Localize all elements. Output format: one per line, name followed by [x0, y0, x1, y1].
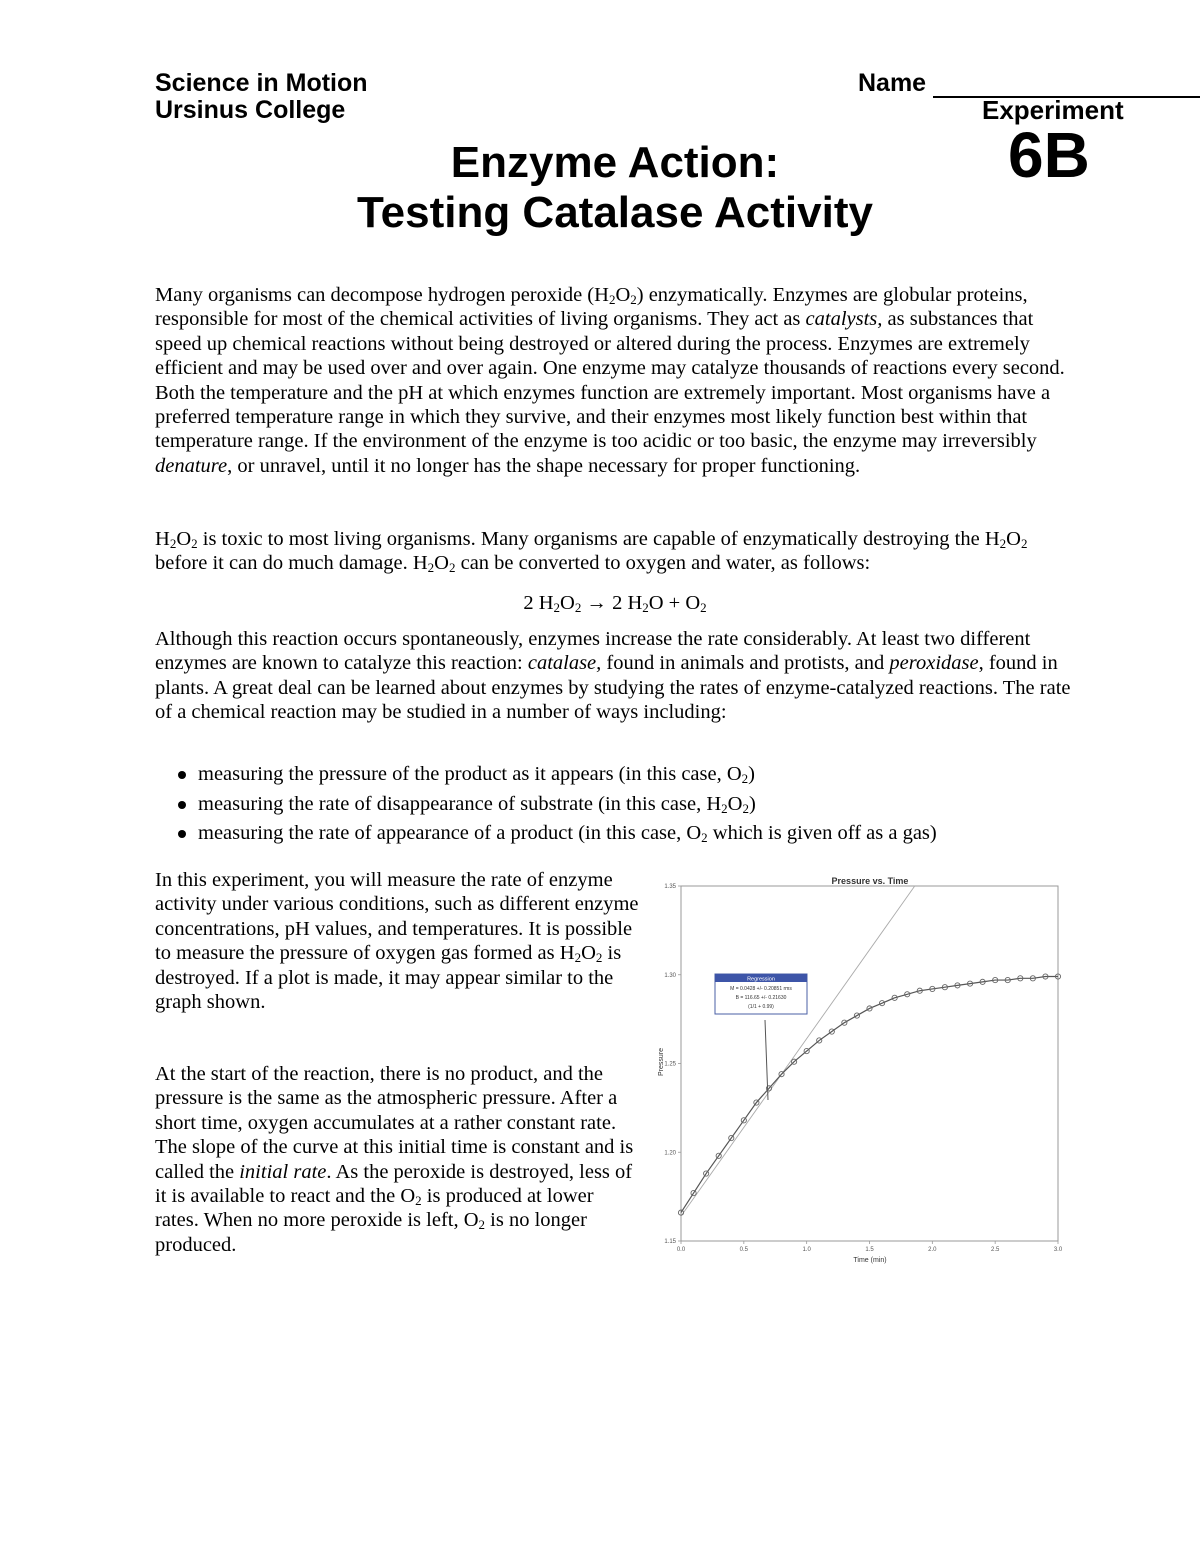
chart-title: Pressure vs. Time — [831, 876, 909, 886]
y-tick-label: 1.20 — [664, 1150, 676, 1157]
reaction-equation: 2 $H_2O_2 \to 2$ $H_2O + O_2$ — [523, 592, 707, 615]
list-item: measuring the rate of disappearance of substrate (in this case, $H_2O_2$) — [178, 790, 937, 820]
bullet-icon — [178, 771, 186, 779]
enzymes-paragraph: Although this reaction occurs spontaneously, enzymes increase the rate considerably. At least two different enzymes are known to catalyze this reaction: catalase, found in animals and protists, and peroxidase, found in plants. A great deal can be learned about enzymes by studying the rates of enzyme-catalyzed reactions. The rate of a chemical reaction may be studied in a number of ways including: — [155, 628, 1071, 724]
x-tick-label: 2.5 — [990, 1247, 1000, 1253]
x-tick-label: 0.0 — [676, 1247, 686, 1253]
x-tick-label: 1.5 — [865, 1247, 874, 1253]
page-title-line2: Testing Catalase Activity — [357, 188, 873, 237]
x-tick-label: 1.0 — [802, 1247, 811, 1253]
name-label: Name — [858, 69, 927, 97]
page-title-line1: Enzyme Action: — [450, 138, 780, 187]
org-college: Ursinus College — [155, 96, 346, 124]
measurement-list — [178, 760, 937, 849]
x-tick-label: 0.5 — [739, 1247, 749, 1253]
bullet-icon — [178, 801, 186, 809]
regression-line1: M = 0.0428 +/- 0.20851 rms — [730, 986, 792, 992]
org-name: Science in Motion — [155, 69, 368, 97]
chart-svg — [655, 872, 1075, 1267]
pressure-time-chart — [655, 872, 1075, 1267]
x-tick-label: 2.0 — [928, 1247, 937, 1253]
y-axis-label: Pressure — [658, 1047, 665, 1077]
y-tick-label: 1.35 — [664, 884, 676, 890]
bullet-icon — [178, 830, 186, 838]
experiment-number: 6B — [1008, 119, 1090, 191]
list-item: measuring the rate of appearance of a product (in this case, $O_2$ which is given off as a gas) — [178, 819, 937, 849]
plot-area — [681, 886, 1058, 1241]
regression-line3: (1/1 + 0.99) — [748, 1004, 774, 1010]
y-tick-label: 1.25 — [664, 1061, 676, 1068]
regression-line2: B = 116.65 +/- 0.21630 — [735, 995, 787, 1001]
list-item: measuring the pressure of the product as it appears (in this case, $O_2$) — [178, 760, 937, 790]
reaction-start-paragraph: At the start of the reaction, there is no product, and the pressure is the same as the atmospheric pressure. After a short time, oxygen accumulates at a rather constant rate. The slope of the curve at this initial time is constant and is called the initial rate. As the peroxide is destroyed, less of it is available to react and the $O_2$ is produced at lower rates. When no more peroxide is left, $O_2$ is no longer produced. — [155, 1063, 634, 1256]
x-axis-label: Time (min) — [853, 1257, 887, 1264]
experiment-paragraph: In this experiment, you will measure the rate of enzyme activity under various conditions, such as different enzyme concentrations, pH values, and temperatures. It is possible to measure the pressure of oxygen gas formed as $H_2O_2$ is destroyed. If a plot is made, it may appear similar to the graph shown. — [155, 869, 639, 1014]
toxicity-paragraph: $H_2O_2$ is toxic to most living organisms. Many organisms are capable of enzymatically destroying the $H_2O_2$ before it can do much damage. $H_2O_2$ can be converted to oxygen and water, as follows: — [155, 528, 1028, 576]
experiment-label: Experiment — [982, 95, 1124, 125]
y-tick-label: 1.30 — [664, 972, 676, 979]
regression-title: Regression — [747, 976, 775, 983]
intro-paragraph: Many organisms can decompose hydrogen peroxide $(H_2O_2)$ enzymatically. Enzymes are globular proteins, responsible for most of the chemical activities of living organisms. They act as catalysts, as substances that speed up chemical reactions without being destroyed or altered during the process. Enzymes are extremely efficient and may be used over and over again. One enzyme may catalyze thousands of reactions every second. Both the temperature and the pH at which enzymes function are extremely important. Most organisms have a preferred temperature range in which they survive, and their enzymes most likely function best within that temperature range. If the environment of the enzyme is too acidic or too basic, the enzyme may irreversibly denature, or unravel, until it no longer has the shape necessary for proper functioning. — [155, 284, 1065, 477]
x-tick-label: 3.0 — [1053, 1247, 1063, 1253]
y-tick-label: 1.15 — [664, 1239, 676, 1245]
